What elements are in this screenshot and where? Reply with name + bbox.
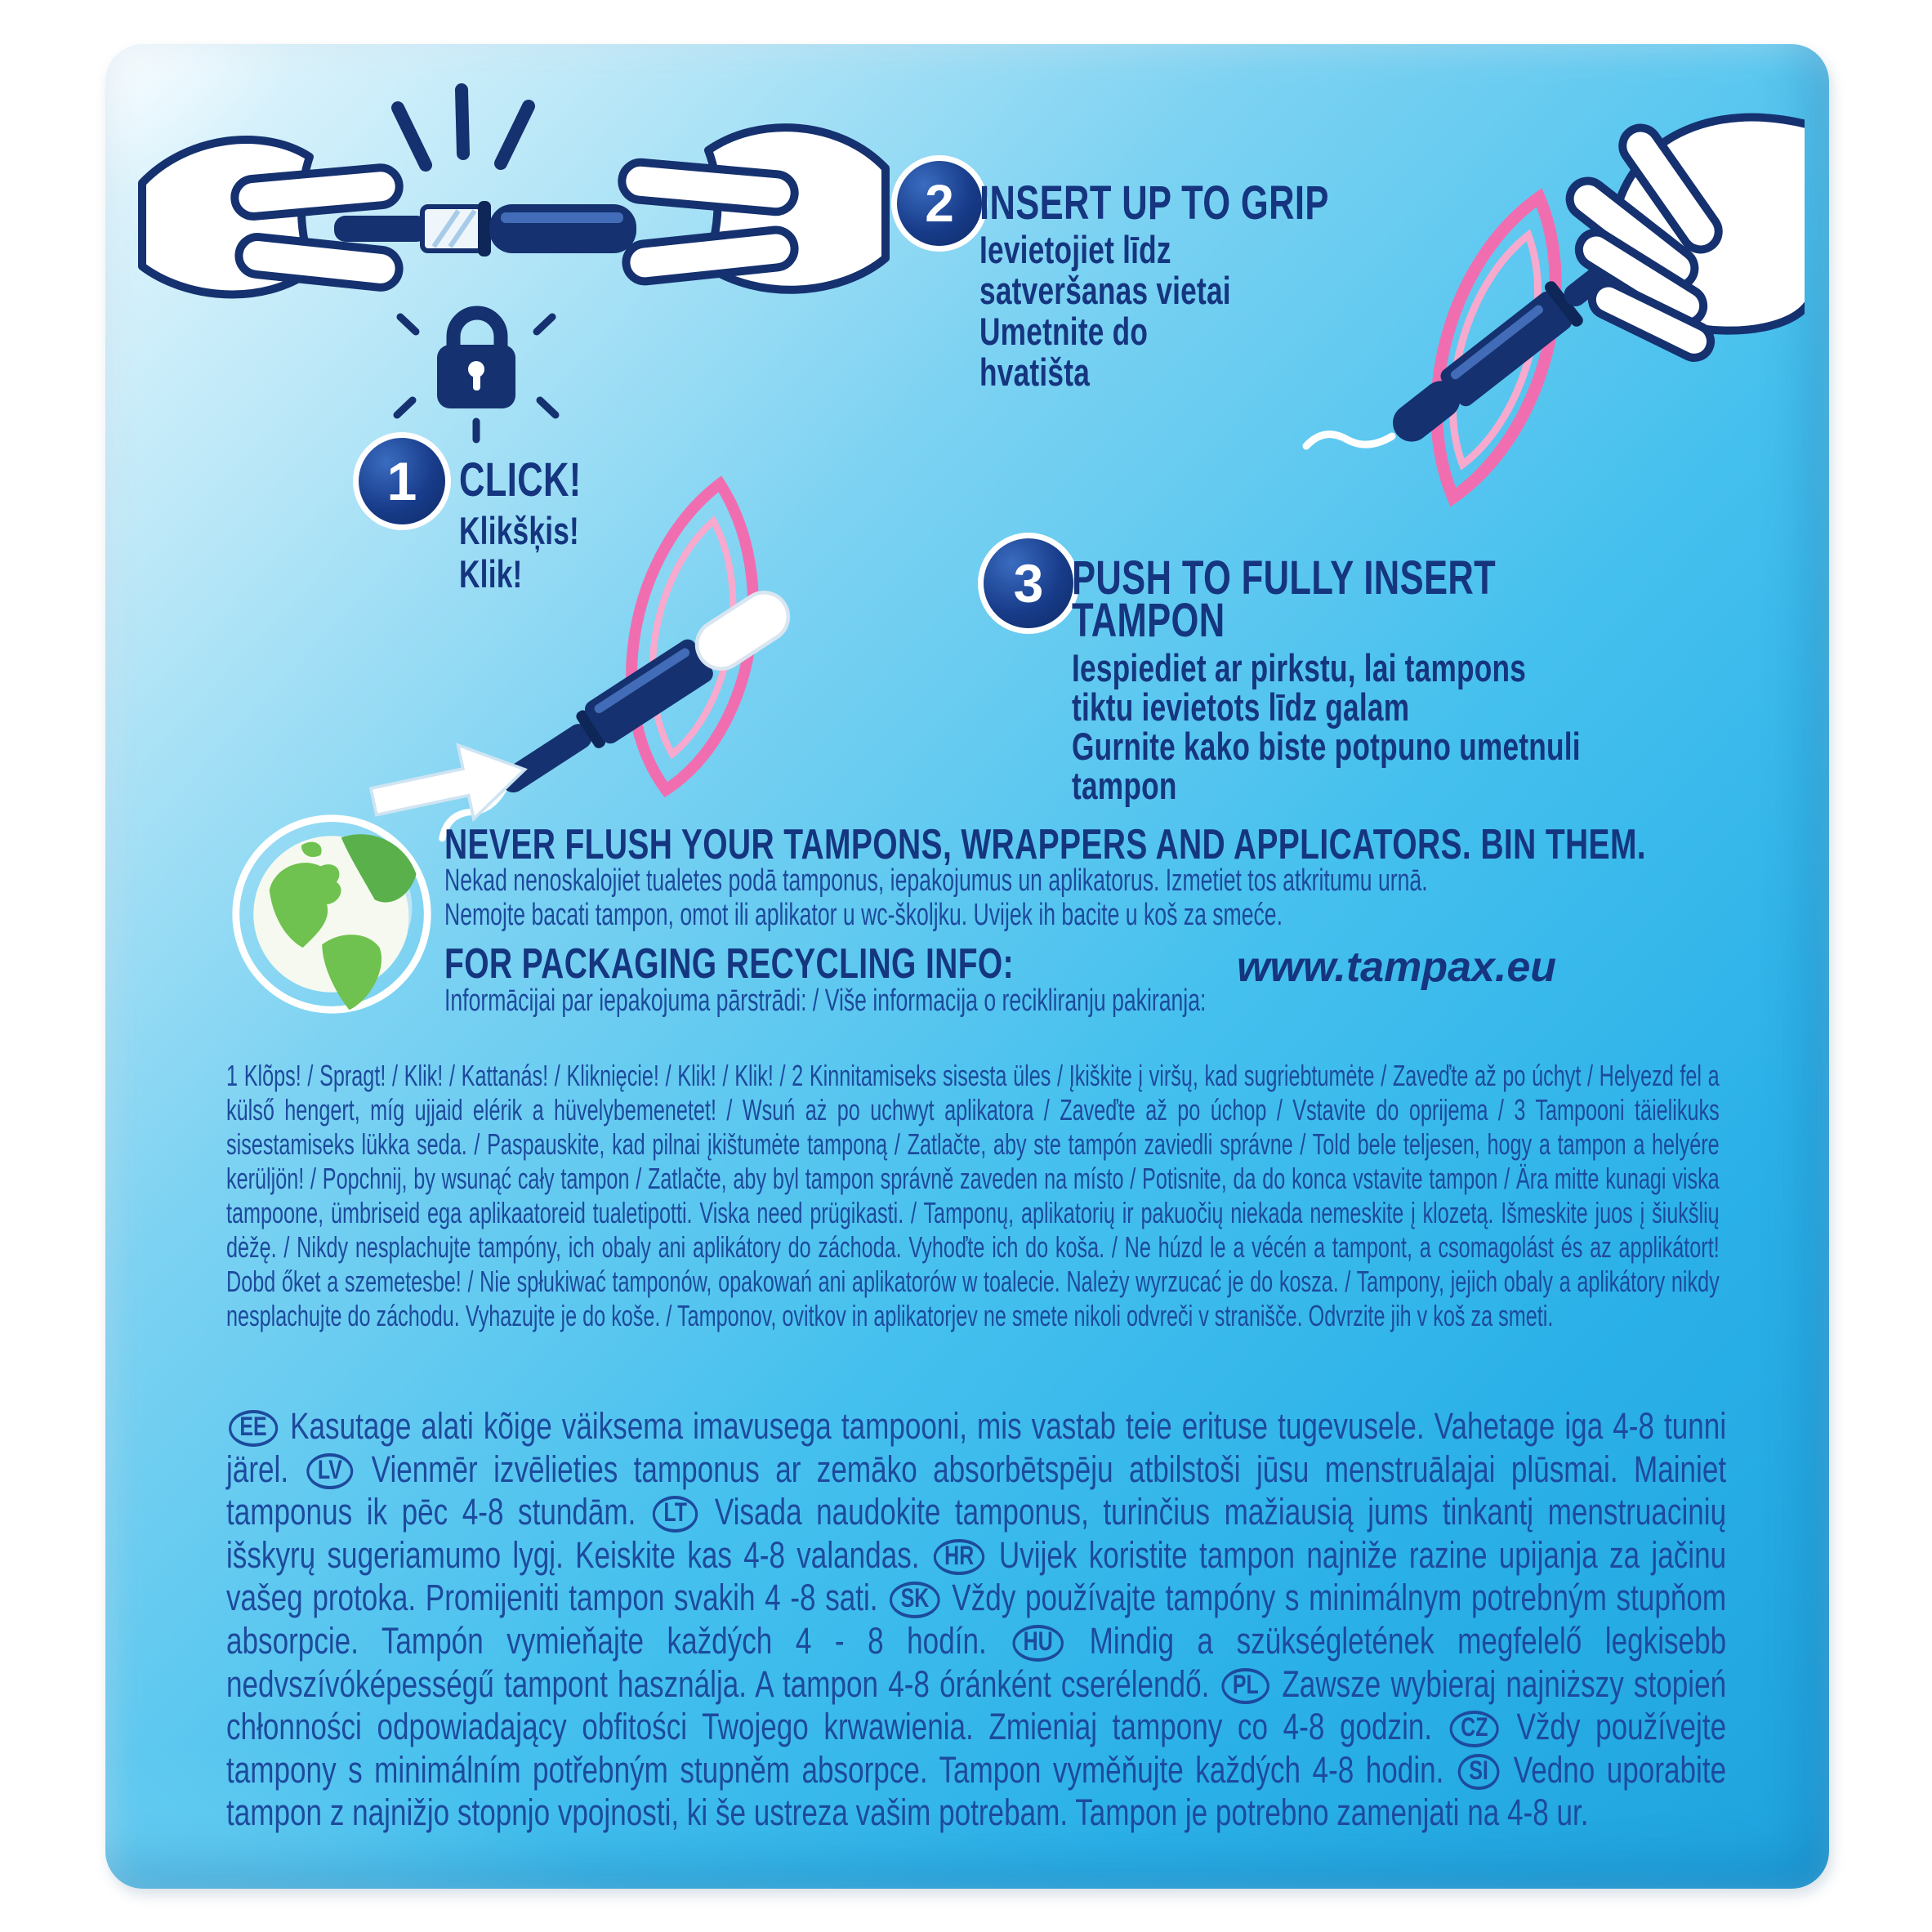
step-3-number: 3	[1013, 553, 1044, 614]
text-line: hvatišta	[979, 350, 1091, 394]
step-2-badge	[891, 155, 988, 252]
language-code-badge: SK	[890, 1582, 939, 1618]
text-line: satveršanas vietai	[979, 269, 1231, 312]
right-hand-illustration	[620, 127, 886, 290]
step-3-text	[1072, 551, 1581, 807]
text-line: Nekad nenoskalojiet tualetes podā tamponus, iepakojumus un aplikatorus. Izmetiet tos atkritumu urnā.	[444, 863, 1428, 898]
applicator-push-illustration	[326, 451, 930, 843]
language-code-badge: LT	[653, 1496, 698, 1533]
product-box-back-panel	[105, 44, 1829, 1889]
language-code-badge: CZ	[1450, 1711, 1499, 1747]
text-line: Klik!	[459, 552, 523, 596]
step-3-badge	[978, 533, 1079, 634]
text-line: tampon	[1072, 764, 1177, 807]
text-line: Ievietojiet līdz	[979, 228, 1171, 271]
recycling-url: www.tampax.eu	[1237, 944, 1557, 991]
language-code-badge: SI	[1458, 1754, 1499, 1791]
tampon-string	[1306, 435, 1392, 446]
recycling-heading: FOR PACKAGING RECYCLING INFO:	[444, 940, 1014, 988]
language-code-badge: HU	[1012, 1625, 1064, 1662]
step-3-title	[1072, 551, 1581, 647]
language-code-badge: HR	[934, 1539, 985, 1576]
disposal-heading: NEVER FLUSH YOUR TAMPONS, WRAPPERS AND APPLICATORS. BIN THEM.	[444, 821, 1647, 868]
multilingual-instructions: 1 Klõps! / Spragt! / Klik! / Kattanás! / Kliknięcie! / Klik! / Klik! / 2 Kinnitamiseks sisesta üles / Įkiškite į viršų, kad sugriebtumėte / Zaveďte až po úchyt / Helyezd fel a külső hengert, míg ujjaid elérik a hüvelybemenetet! / Wsuń aż po uchwyt aplikatora / Zaveďte až po úchop / Vstavite do oprijema / 3 Tampooni täielikuks sisestamiseks lükka seda. / Paspauskite, kad pilnai įkištumėte tamponą / Zatlačte, aby ste tampón zaviedli správne / Told bele teljesen, hogy a tampon a helyére kerüljön! / Popchnij, by wsunąć cały tampon / Zatlačte, aby byl tampon správně zaveden na místo / Potisnite, da do konca vstavite tampon / Ära mitte kunagi viska tampoone, ümbriseid ega aplikaatoreid tualetipotti. Viska need prügikasti. / Tamponų, aplikatorių ir pakuočių niekada nemeskite į klozetą. Išmeskite juos į šiukšlių dėžę. / Nikdy nesplachujte tampóny, ich obaly ani aplikátory do záchoda. Vyhoďte ich do koša. / Ne húzd le a vécén a tampont, a csomagolást és az applikátort! Dobd őket a szemetesbe! / Nie spłukiwać tamponów, opakowań ani aplikatorów w toalecie. Należy wyrzucać je do kosza. / Tampony, jejich obaly a aplikátory nikdy nesplachujte do záchodu. Vyhazujte je do koše. / Tamponov, ovitkov in aplikatorjev ne smete nikoli odvreči v stranišče. Odvrzite jih v koš za smeti.	[226, 1059, 1720, 1332]
text-line: Klikšķis!	[459, 509, 580, 552]
recycling-translation: Informācijai par iepakojuma pārstrādi: / Više informacija o recikliranju pakiranja:	[444, 984, 1207, 1018]
text-line: tiktu ievietots līdz galam	[1072, 685, 1410, 729]
text-line: Umetnite do	[979, 310, 1149, 353]
text-line: TAMPON	[1072, 594, 1225, 647]
step-2-number: 2	[925, 174, 954, 233]
lock-icon	[397, 313, 556, 439]
recycling-translation-wrap	[444, 984, 1206, 1018]
step-3-subtitles	[1072, 646, 1581, 807]
language-code-badge: EE	[229, 1410, 278, 1447]
language-code-badge: LV	[307, 1453, 354, 1490]
text-line: Iespiediet ar pirkstu, lai tampons	[1072, 646, 1527, 689]
globe-icon	[228, 810, 435, 1018]
click-burst-icon	[398, 90, 529, 165]
text-line: PUSH TO FULLY INSERT	[1072, 551, 1497, 605]
language-code-badge: PL	[1222, 1668, 1269, 1705]
hand-illustration	[1563, 118, 1805, 364]
hands-click-applicator-illustration	[138, 60, 890, 469]
text-line: Gurnite kako biste potpuno umetnuli	[1072, 725, 1581, 768]
text-line: CLICK!	[459, 453, 582, 506]
usage-notes: EE Kasutage alati kõige väiksema imavusega tampooni, mis vastab teie erituse tugevusele. Vahetage iga 4-8 tunni järel. LV Vienmēr izvēlieties tamponus ar zemāko absorbētspēju atbilstoši jūsu menstruālajai plūsmai. Mainiet tamponus ik pēc 4-8 stundām. LT Visada naudokite tamponus, turinčius mažiausią jums tinkantį menstruacinių išskyrų sugeriamumo lygį. Keiskite kas 4-8 valandas. HR Uvijek koristite tampon najniže razine upijanja za jačinu vašeg protoka. Promijeniti tampon svakih 4 -8 sati. SK Vždy používajte tampóny s minimálnym potrebným stupňom absorpcie. Tampón vymieňajte každých 4 - 8 hodín. HU Mindig a szükségletének megfelelő legkisebb nedvszívóképességű tampont használja. A tampon 4-8 óránként cserélendő. PL Zawsze wybieraj najniższy stopień chłonności odpowiadający obfitości Twojego krwawienia. Zmieniaj tampony co 4-8 godzin. CZ Vždy používejte tampony s minimálním potřebným stupněm absorpce. Tampon vyměňujte každých 4-8 hodin. SI Vedno uporabite tampon z najnižjo stopnjo vpojnosti, ki še ustreza vašim potrebam. Tampon je potrebno zamenjati na 4-8 ur.	[226, 1405, 1727, 1834]
disposal-translations	[444, 863, 1428, 932]
text-line: Nemojte bacati tampon, omot ili aplikator u wc-školjku. Uvijek ih bacite u koš za smeće.	[444, 898, 1283, 932]
text-line: INSERT UP TO GRIP	[979, 176, 1329, 230]
hand-inserting-applicator-illustration	[1249, 93, 1805, 551]
step-1-number: 1	[386, 451, 417, 511]
